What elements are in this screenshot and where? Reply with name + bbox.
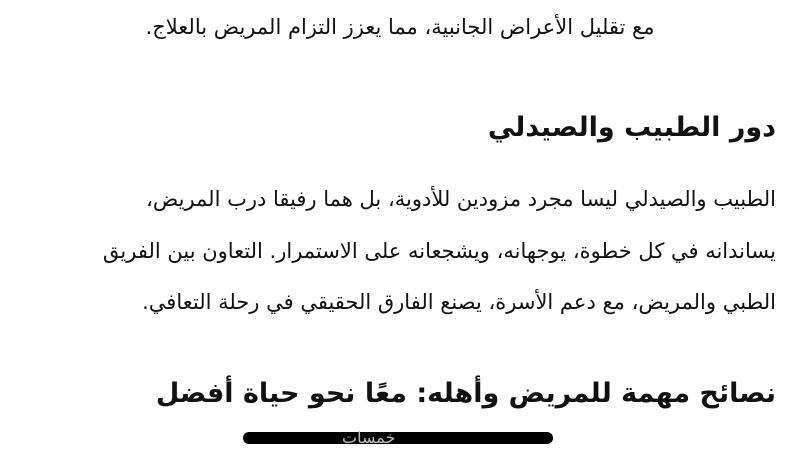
watermark-text: خمسات: [342, 428, 396, 447]
home-indicator-bar: [243, 432, 553, 444]
section-heading-tips: نصائح مهمة للمريض وأهله: معًا نحو حياة أفضل: [155, 378, 776, 409]
intro-tail-text: مع تقليل الأعراض الجانبية، مما يعزز التزام المريض بالعلاج.: [145, 15, 655, 39]
paragraph-line-1: الطبيب والصيدلي ليسا مجرد مزودين للأدوية، بل هما رفيقا درب المريض،: [146, 187, 776, 211]
paragraph-line-3: الطبي والمريض، مع دعم الأسرة، يصنع الفارق الحقيقي في رحلة التعافي.: [142, 290, 776, 314]
section-heading-doctor-pharmacist: دور الطبيب والصيدلي: [487, 112, 776, 143]
paragraph-line-2: يساندانه في كل خطوة، يوجهانه، ويشجعانه على الاستمرار. التعاون بين الفريق: [102, 239, 776, 263]
